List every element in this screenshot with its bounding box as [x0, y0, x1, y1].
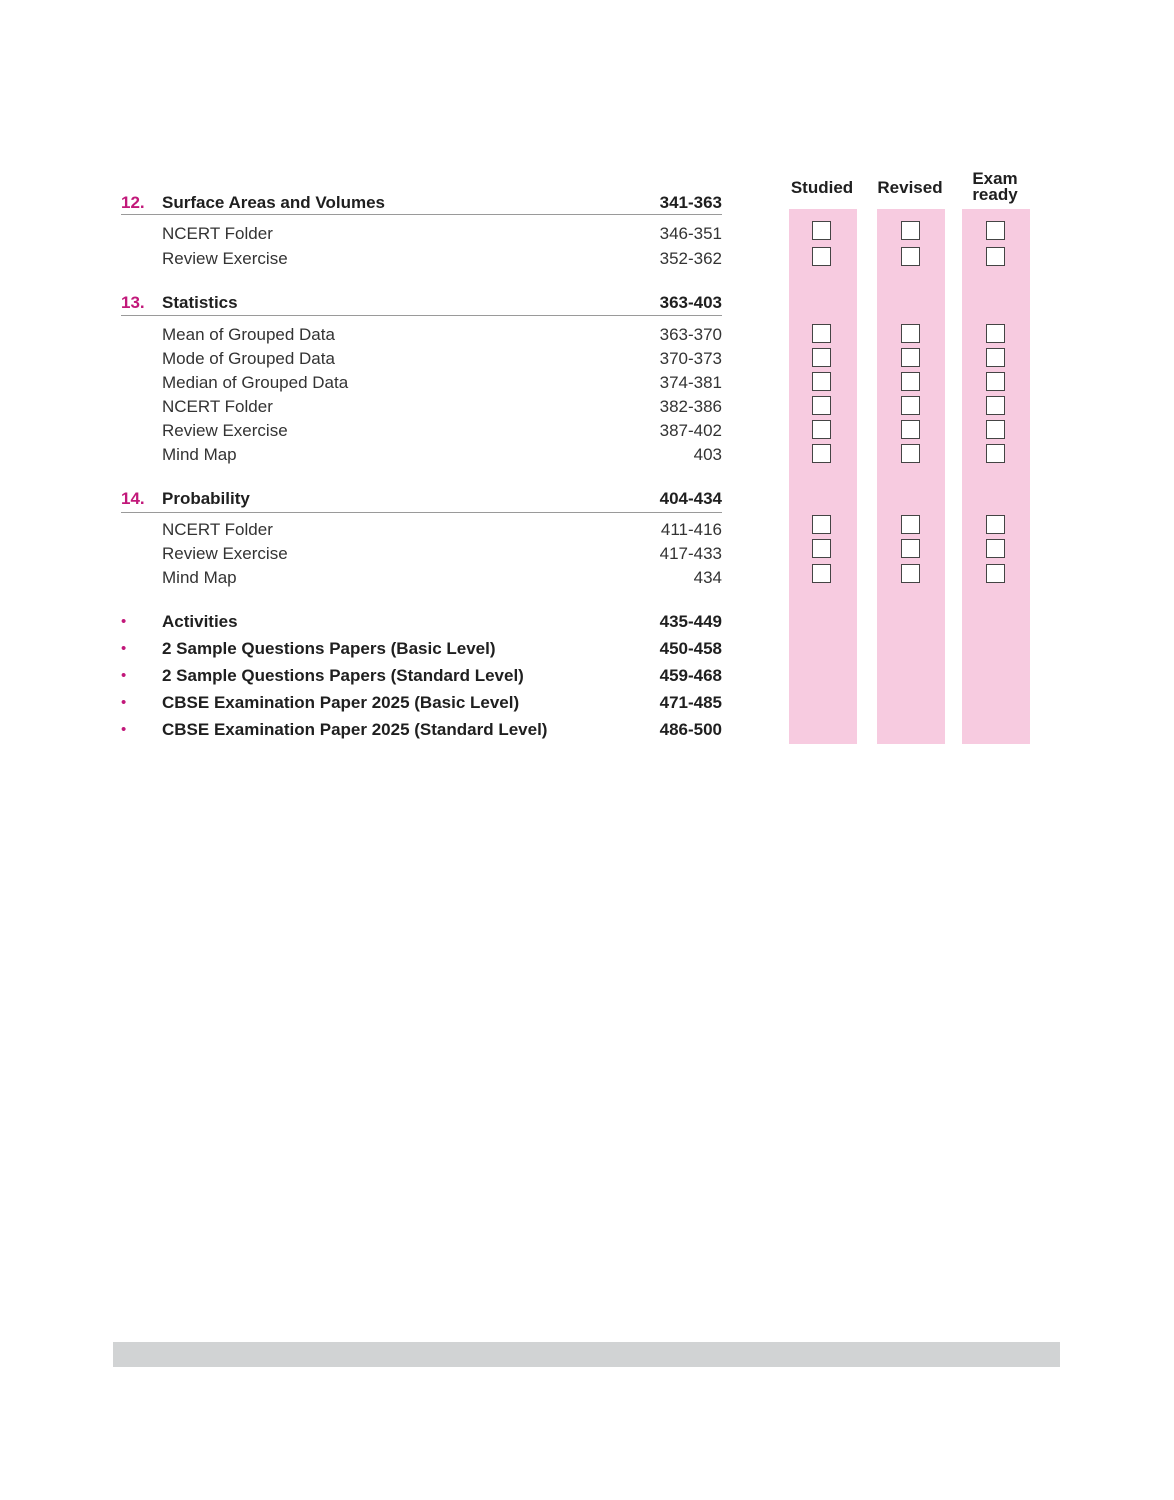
revised-column-bg	[877, 209, 945, 744]
bullet-icon: •	[121, 640, 127, 657]
chapter-title: Statistics	[162, 293, 238, 312]
exam-ready-checkbox[interactable]	[986, 539, 1005, 558]
section-pages: 411-416	[660, 520, 722, 539]
section-label: NCERT Folder	[162, 224, 273, 243]
studied-checkbox[interactable]	[812, 444, 831, 463]
revised-checkbox[interactable]	[901, 444, 920, 463]
section-pages: 352-362	[659, 249, 722, 268]
extra-pages: 435-449	[659, 612, 722, 631]
chapter-pages: 404-434	[659, 489, 722, 508]
extra-title: Activities	[162, 612, 238, 631]
revised-checkbox[interactable]	[901, 221, 920, 240]
exam-ready-checkbox[interactable]	[986, 372, 1005, 391]
extra-title: 2 Sample Questions Papers (Standard Level)	[162, 666, 524, 685]
extra-title: CBSE Examination Paper 2025 (Standard Level)	[162, 720, 548, 739]
revised-checkbox[interactable]	[901, 564, 920, 583]
section-label: Mode of Grouped Data	[162, 349, 335, 368]
extra-title: CBSE Examination Paper 2025 (Basic Level)	[162, 693, 520, 712]
revised-checkbox[interactable]	[901, 515, 920, 534]
exam-ready-checkbox[interactable]	[986, 444, 1005, 463]
revised-checkbox[interactable]	[901, 372, 920, 391]
exam-ready-header	[945, 171, 1045, 203]
revised-checkbox[interactable]	[901, 348, 920, 367]
studied-checkbox[interactable]	[812, 221, 831, 240]
extra-pages: 486-500	[659, 720, 722, 739]
studied-checkbox[interactable]	[812, 515, 831, 534]
chapter-title: Probability	[162, 489, 250, 508]
section-label: Review Exercise	[162, 249, 288, 268]
section-pages: 382-386	[659, 397, 722, 416]
exam-ready-checkbox[interactable]	[986, 221, 1005, 240]
studied-checkbox[interactable]	[812, 324, 831, 343]
revised-header: Revised	[877, 178, 943, 197]
chapter-number: 12.	[121, 193, 145, 212]
studied-checkbox[interactable]	[812, 247, 831, 266]
section-label: Mind Map	[162, 568, 237, 587]
chapter-divider	[121, 512, 722, 513]
extra-pages: 459-468	[659, 666, 722, 685]
studied-checkbox[interactable]	[812, 348, 831, 367]
chapter-pages: 363-403	[659, 293, 722, 312]
section-label: Mind Map	[162, 445, 237, 464]
section-label: Review Exercise	[162, 544, 288, 563]
studied-checkbox[interactable]	[812, 564, 831, 583]
revised-checkbox[interactable]	[901, 247, 920, 266]
studied-checkbox[interactable]	[812, 396, 831, 415]
section-label: Median of Grouped Data	[162, 373, 349, 392]
chapter-pages: 341-363	[659, 193, 722, 212]
revised-checkbox[interactable]	[901, 396, 920, 415]
section-label: Mean of Grouped Data	[162, 325, 335, 344]
exam-ready-checkbox[interactable]	[986, 247, 1005, 266]
exam-ready-header-line2: ready	[972, 185, 1018, 204]
exam-ready-checkbox[interactable]	[986, 348, 1005, 367]
footer-bar	[113, 1342, 1060, 1367]
section-pages: 403	[693, 445, 722, 464]
section-pages: 363-370	[659, 325, 722, 344]
section-label: NCERT Folder	[162, 397, 273, 416]
chapter-divider	[121, 315, 722, 316]
studied-checkbox[interactable]	[812, 372, 831, 391]
bullet-icon: •	[121, 694, 127, 711]
chapter-number: 13.	[121, 293, 145, 312]
studied-column-bg	[789, 209, 857, 744]
chapter-number: 14.	[121, 489, 145, 508]
exam-ready-checkbox[interactable]	[986, 515, 1005, 534]
bullet-icon: •	[121, 667, 127, 684]
bullet-icon: •	[121, 721, 127, 738]
section-label: NCERT Folder	[162, 520, 273, 539]
extra-title: 2 Sample Questions Papers (Basic Level)	[162, 639, 496, 658]
exam-ready-checkbox[interactable]	[986, 564, 1005, 583]
extra-pages: 450-458	[659, 639, 722, 658]
extra-pages: 471-485	[659, 693, 722, 712]
studied-checkbox[interactable]	[812, 539, 831, 558]
revised-checkbox[interactable]	[901, 539, 920, 558]
section-pages: 387-402	[659, 421, 722, 440]
section-pages: 417-433	[659, 544, 722, 563]
revised-checkbox[interactable]	[901, 420, 920, 439]
studied-header: Studied	[790, 178, 854, 197]
studied-checkbox[interactable]	[812, 420, 831, 439]
chapter-divider	[121, 214, 722, 215]
section-pages: 346-351	[659, 224, 722, 243]
section-pages: 434	[693, 568, 722, 587]
chapter-title: Surface Areas and Volumes	[162, 193, 385, 212]
exam-ready-checkbox[interactable]	[986, 396, 1005, 415]
bullet-icon: •	[121, 613, 127, 630]
exam-ready-checkbox[interactable]	[986, 420, 1005, 439]
exam-ready-column-bg	[962, 209, 1030, 744]
section-pages: 374-381	[659, 373, 722, 392]
exam-ready-checkbox[interactable]	[986, 324, 1005, 343]
section-label: Review Exercise	[162, 421, 288, 440]
revised-checkbox[interactable]	[901, 324, 920, 343]
section-pages: 370-373	[659, 349, 722, 368]
exam-ready-header-line1: Exam	[972, 169, 1018, 188]
